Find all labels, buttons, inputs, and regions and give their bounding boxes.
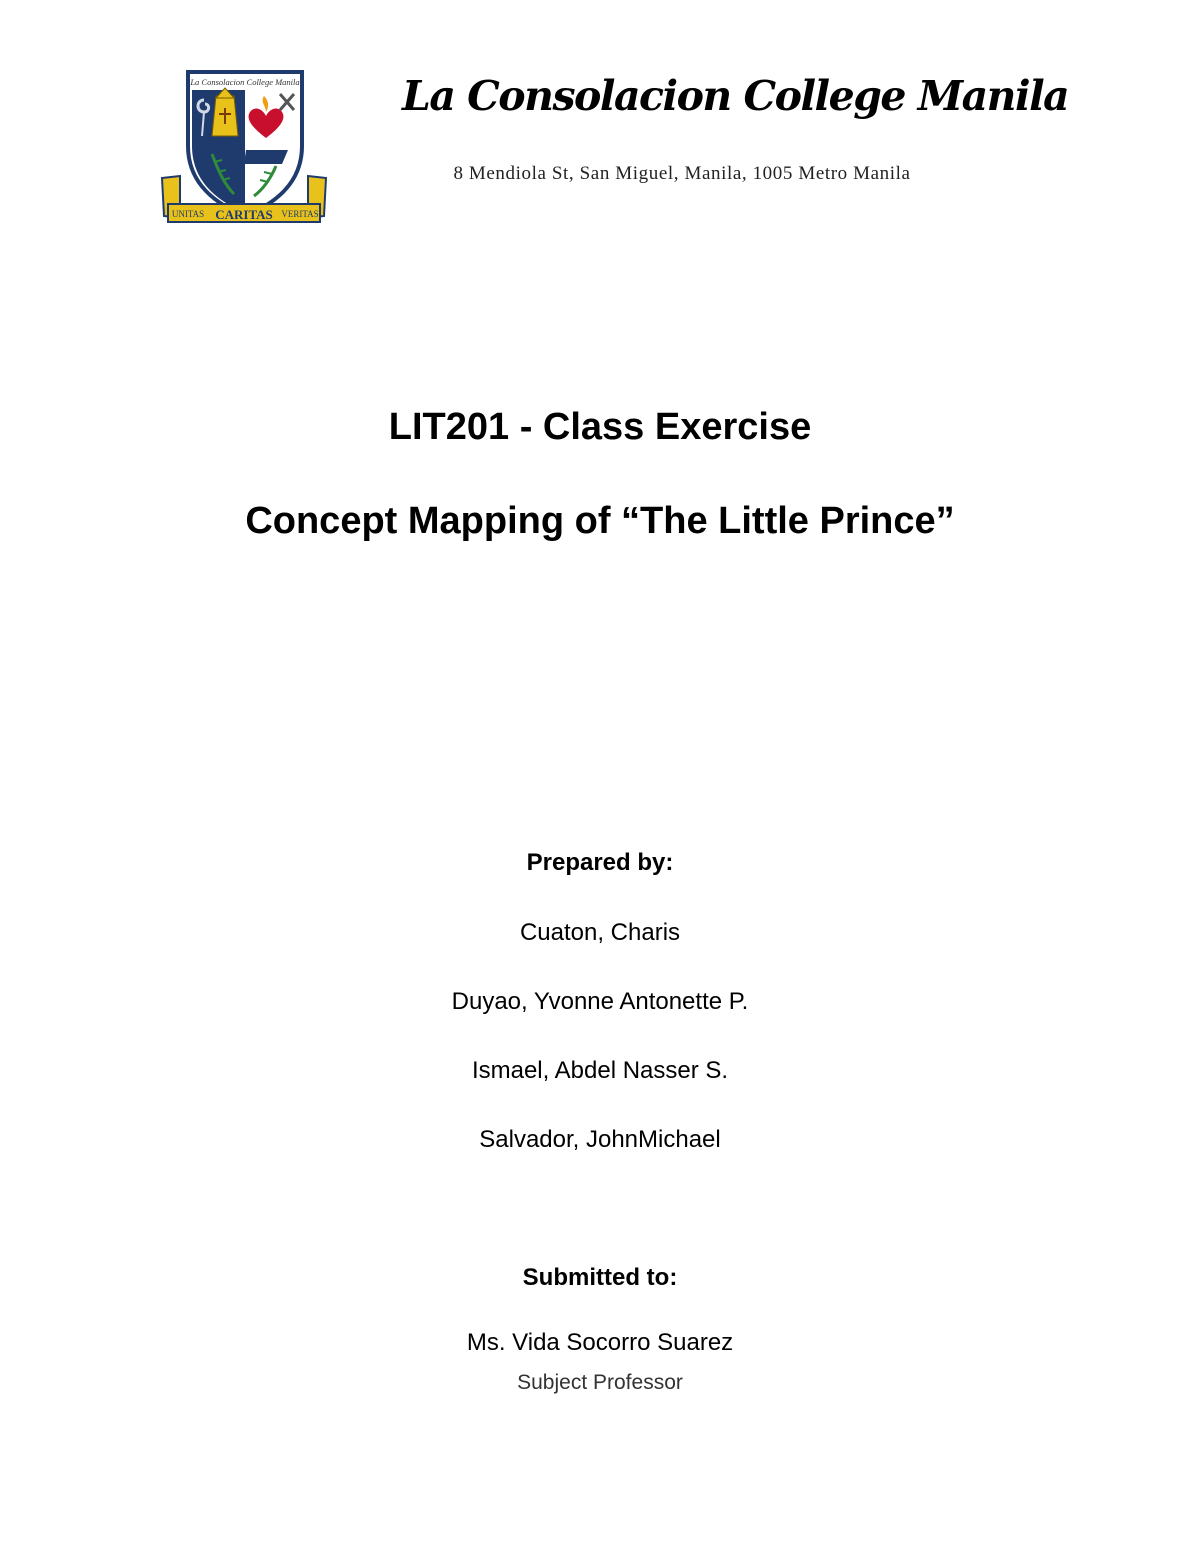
- author-name: Cuaton, Charis: [519, 919, 681, 946]
- college-address: 8 Mendiola St, San Miguel, Manila, 1005 Metro Manila: [453, 163, 911, 184]
- college-name: La Consolacion College Manila: [402, 72, 1069, 120]
- prepared-by-label: Prepared by:: [526, 849, 674, 876]
- topic-title: Concept Mapping of “The Little Prince”: [245, 500, 955, 542]
- school-crest-icon: [158, 66, 330, 228]
- crest-banner-text: La Consolacion College Manila: [190, 77, 300, 87]
- professor-name: Ms. Vida Socorro Suarez: [466, 1329, 734, 1356]
- submitted-to-label: Submitted to:: [522, 1264, 678, 1291]
- crest-motto-left: UNITAS: [171, 209, 205, 219]
- author-name: Salvador, JohnMichael: [479, 1126, 721, 1153]
- crest-motto-center: CARITAS: [215, 207, 273, 222]
- crest-motto-right: VERITAS: [281, 209, 319, 219]
- course-title: LIT201 - Class Exercise: [388, 406, 812, 448]
- author-name: Duyao, Yvonne Antonette P.: [451, 988, 749, 1015]
- professor-role: Subject Professor: [517, 1371, 683, 1394]
- author-name: Ismael, Abdel Nasser S.: [471, 1057, 729, 1084]
